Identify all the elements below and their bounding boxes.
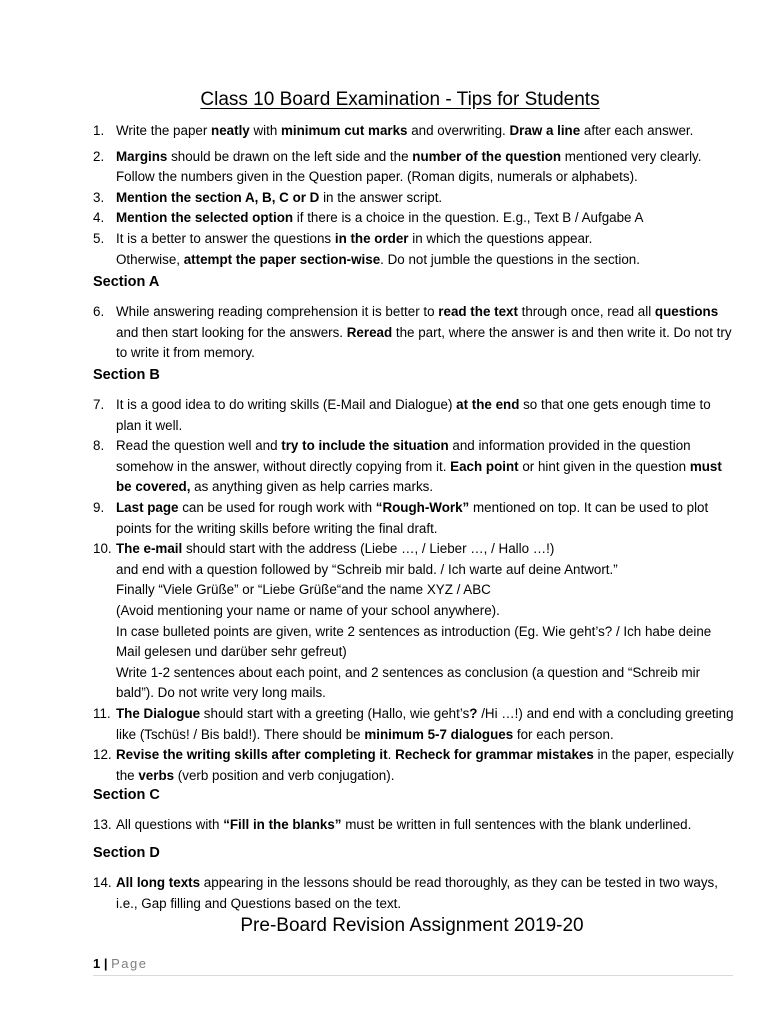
section-heading-c: Section C (93, 787, 160, 803)
tip-item-2: 2. Margins should be drawn on the left side and the number of the question mentioned very clearly. Follow the numbers given in the Question paper. (Roman digits, numerals or alphabets). (93, 148, 702, 185)
page-title (0, 89, 768, 111)
tip-item-6: 6. While answering reading comprehension it is better to read the text through once, read all questions and then start looking for the answers. Reread the part, where the answer is and then write it. Do not try to write it from memory. (93, 304, 732, 361)
tip-item-7: 7. It is a good idea to do writing skills (E-Mail and Dialogue) at the end so that one gets enough time to plan it well. (93, 397, 711, 433)
tip-item-12: 12. Revise the writing skills after completing it. Recheck for grammar mistakes in the paper, especially the verbs (verb position and verb conjugation). (93, 747, 734, 783)
tip-item-1: 1. Write the paper neatly with minimum cut marks and overwriting. Draw a line after each answer. (93, 121, 738, 142)
page-number: 1 (93, 956, 101, 971)
tip-item-13: 13. All questions with “Fill in the blanks” must be written in full sentences with the blank underlined. (93, 815, 738, 836)
tip-number: 9. (93, 499, 105, 515)
footer-separator: | (100, 956, 112, 971)
tips-list-section-b (93, 395, 738, 786)
tips-list-section-c (93, 815, 738, 836)
tip-item-5: 5. It is a better to answer the questions in the order in which the questions appear. Otherwise, attempt the paper section-wise. Do not jumble the questions in the section. (93, 230, 640, 267)
tip-number: 5. (93, 230, 105, 246)
assignment-subtitle: Pre-Board Revision Assignment 2019-20 (240, 915, 584, 936)
footer-divider (93, 975, 733, 976)
tip-number: 4. (93, 210, 105, 226)
tip-item-8: 8. Read the question well and try to include the situation and information provided in the question somehow in the answer, without directly copying from it. Each point or hint given in the question must be covered, as anything given as help carries marks. (93, 438, 722, 495)
tip-number: 13. (93, 817, 112, 832)
tip-number: 14. (93, 875, 112, 890)
tip-item-10: 10. The e-mail should start with the address (Liebe …, / Lieber …, / Hallo …!) and end with a question followed by “Schreib mir bald. / Ich warte auf deine Antwort.” Finally “Viele Grüße” or “Liebe Grüße“and the name XYZ / ABC (Avoid mentioning your name or name of your school anywhere). In case bulleted points are given, write 2 sentences as introduction (Eg. Wie geht’s? / Ich habe deine Mail gelesen und darüber sehr gefreut) Write 1-2 sentences about each point, and 2 sentences as conclusion (a question and “Schreib mir bald”). Do not write very long mails. (93, 541, 712, 701)
tips-list-section-a (93, 302, 738, 364)
tip-item-11: 11. The Dialogue should start with a greeting (Hallo, wie geht’s? /Hi …!) and end with a concluding greeting like (Tschüs! / Bis bald!). There should be minimum 5-7 dialogues for each person. (93, 705, 734, 742)
tip-number: 12. (93, 747, 112, 763)
section-heading-d: Section D (93, 845, 160, 861)
tip-item-4: 4. Mention the selected option if there is a choice in the question. E.g., Text B / Aufgabe A (93, 208, 738, 229)
page-label: Page (111, 956, 148, 971)
page-footer (93, 956, 147, 971)
tip-number: 7. (93, 397, 105, 412)
tip-number: 8. (93, 438, 105, 454)
tips-list-general (93, 121, 738, 270)
tip-item-9: 9. Last page can be used for rough work with “Rough-Work” mentioned on top. It can be used to plot points for the writing skills before writing the final draft. (93, 499, 709, 536)
tip-number: 3. (93, 189, 105, 205)
section-heading-a: Section A (93, 274, 160, 290)
tip-number: 1. (93, 123, 105, 138)
page-title-text: Class 10 Board Examination - Tips for Students (200, 89, 600, 110)
tip-number: 2. (93, 148, 105, 164)
tip-item-14: 14. All long texts appearing in the lessons should be read thoroughly, as they can be tested in two ways, i.e., Gap filling and Questions based on the text. (93, 875, 718, 911)
tip-number: 6. (93, 304, 105, 319)
tips-list-section-d (93, 873, 738, 914)
tip-item-3: 3. Mention the section A, B, C or D in the answer script. (93, 188, 738, 209)
tip-number: 10. (93, 541, 112, 557)
section-heading-b: Section B (93, 367, 160, 383)
tip-number: 11. (93, 705, 111, 721)
